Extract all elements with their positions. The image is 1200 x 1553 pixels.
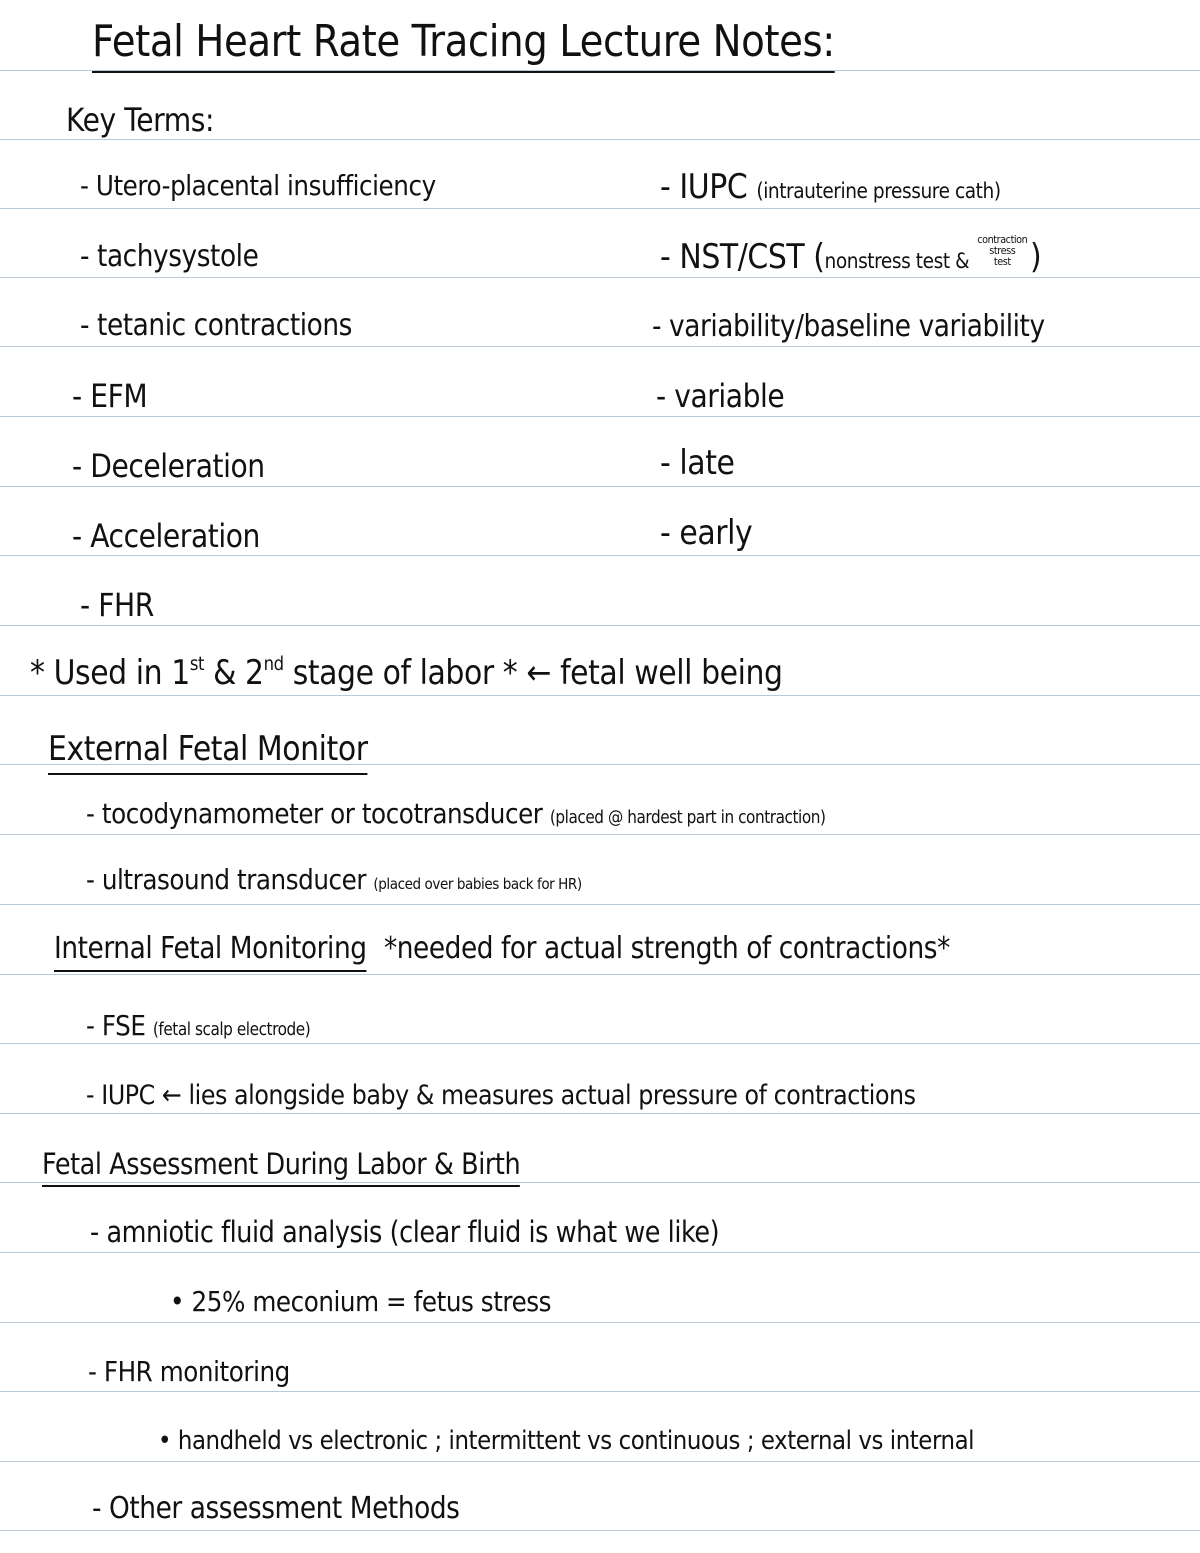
ruled-line — [0, 904, 1200, 905]
item-text: - tocodynamometer or tocotransducer — [86, 797, 550, 830]
assessment-item: - amniotic fluid analysis (clear fluid is what we like) — [90, 1215, 720, 1249]
ruled-line — [0, 1530, 1200, 1531]
item-note: (placed over babies back for HR) — [373, 875, 582, 893]
item-text: - ultrasound transducer — [86, 863, 374, 896]
key-term-item: - early — [660, 513, 753, 553]
stacked-word: test — [993, 255, 1011, 268]
ruled-line — [0, 277, 1200, 278]
key-term-item: - EFM — [72, 377, 148, 415]
internal-monitoring-note: *needed for actual strength of contractions* — [384, 931, 950, 966]
external-monitor-heading — [48, 729, 368, 769]
key-term-item: - tachysystole — [80, 239, 259, 274]
key-term-item: - FHR — [80, 586, 154, 624]
ruled-line — [0, 416, 1200, 417]
key-term-item: - variable — [656, 377, 785, 415]
section-heading-text: External Fetal Monitor — [48, 729, 368, 775]
external-item — [86, 797, 826, 830]
ruled-line — [0, 1043, 1200, 1044]
ruled-line — [0, 974, 1200, 975]
superscript: nd — [263, 654, 284, 675]
ruled-line — [0, 625, 1200, 626]
item-note: (placed @ hardest part in contraction) — [549, 808, 826, 828]
stacked-note — [977, 234, 1027, 267]
ruled-line — [0, 1461, 1200, 1462]
ruled-line — [0, 1391, 1200, 1392]
stacked-word: contraction — [977, 233, 1028, 246]
key-term-item-nst-cst — [660, 233, 1042, 277]
key-term-item: - Deceleration — [72, 447, 265, 485]
ruled-line — [0, 1252, 1200, 1253]
assessment-heading — [42, 1147, 521, 1181]
stages-text: * Used in 1 — [30, 653, 190, 693]
stages-of-labor-note — [30, 653, 783, 693]
key-term-item: - Acceleration — [72, 517, 260, 555]
item-note: (fetal scalp electrode) — [152, 1020, 311, 1040]
section-heading-text: Internal Fetal Monitoring — [54, 931, 367, 972]
external-item — [86, 863, 582, 896]
stacked-word: stress — [989, 244, 1016, 257]
key-terms-heading: Key Terms: — [66, 101, 215, 139]
assessment-subitem: • 25% meconium = fetus stress — [170, 1285, 552, 1318]
superscript: st — [189, 654, 205, 675]
key-term-item: - variability/baseline variability — [652, 309, 1045, 344]
key-term-label: - NST/CST ( — [660, 237, 825, 277]
assessment-subitem: • handheld vs electronic ; intermittent vs continuous ; external vs internal — [158, 1426, 975, 1456]
key-term-item: - tetanic contractions — [80, 308, 352, 343]
ruled-line — [0, 139, 1200, 140]
internal-monitoring-heading — [54, 931, 367, 966]
key-term-item: - Utero-placental insufficiency — [80, 169, 436, 202]
stages-text: & 2 — [204, 653, 264, 693]
assessment-item: - FHR monitoring — [88, 1355, 290, 1388]
ruled-line — [0, 208, 1200, 209]
page-title-text: Fetal Heart Rate Tracing Lecture Notes: — [92, 16, 835, 73]
ruled-line — [0, 486, 1200, 487]
stages-text: stage of labor * ← fetal well being — [283, 653, 783, 693]
page-title — [92, 16, 835, 67]
ruled-line — [0, 834, 1200, 835]
ruled-line — [0, 1113, 1200, 1114]
key-term-note: (intrauterine pressure cath) — [756, 178, 1001, 203]
key-term-item: - late — [660, 443, 735, 483]
key-term-note: nonstress test & — [824, 248, 975, 273]
internal-item — [86, 1009, 311, 1042]
key-term-label: - IUPC — [660, 167, 757, 207]
assessment-item: - Other assessment Methods — [92, 1491, 460, 1526]
ruled-line — [0, 555, 1200, 556]
section-heading-text: Fetal Assessment During Labor & Birth — [42, 1147, 520, 1187]
internal-item: - IUPC ← lies alongside baby & measures actual pressure of contractions — [86, 1080, 916, 1111]
closing-paren: ) — [1029, 237, 1042, 277]
item-text: - FSE — [86, 1009, 153, 1042]
ruled-line — [0, 346, 1200, 347]
ruled-line — [0, 1322, 1200, 1323]
key-term-item-iupc — [660, 167, 1001, 207]
ruled-line — [0, 695, 1200, 696]
